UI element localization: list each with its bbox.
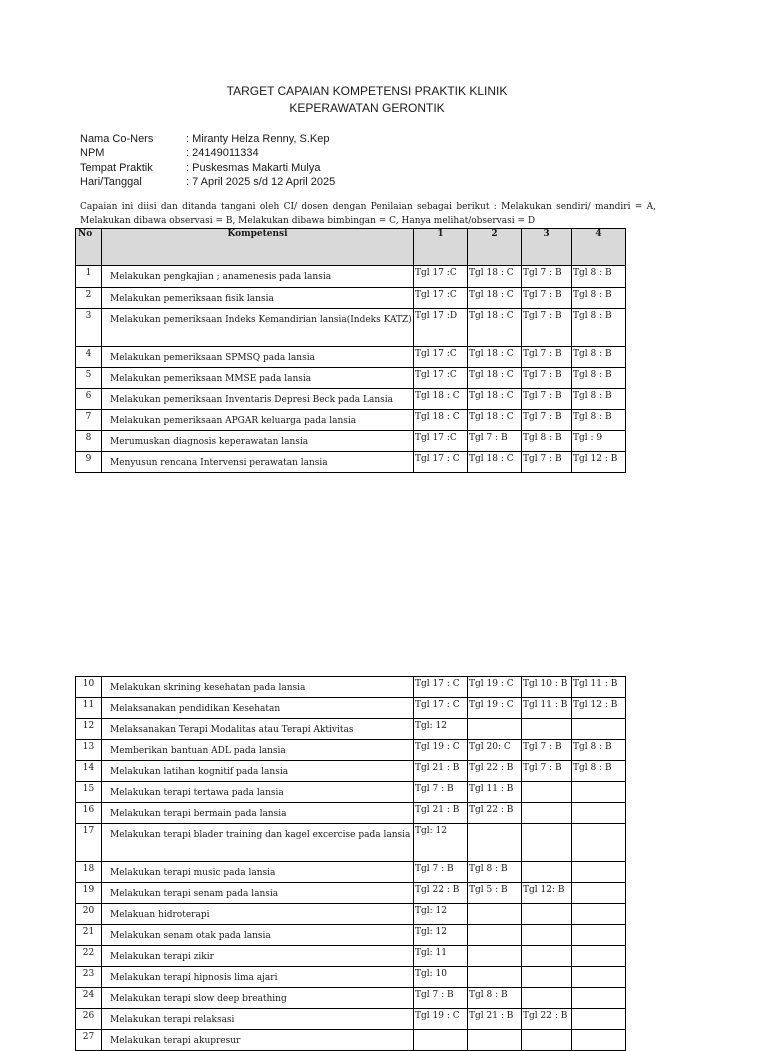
score-col-1: Tgl 17 : C [414, 452, 468, 473]
competency-name: Melakukan terapi music pada lansia [102, 862, 414, 883]
score-col-2: Tgl 22 : B [468, 803, 522, 824]
table-row [76, 883, 626, 904]
score-col-4 [572, 904, 626, 925]
info-row-tempat [80, 161, 335, 175]
row-number: 9 [76, 452, 102, 473]
score-col-1: Tgl 19 : C [414, 740, 468, 761]
score-col-4: Tgl 8 : B [572, 288, 626, 309]
score-col-3: Tgl 7 : B [522, 347, 572, 368]
info-row-npm [80, 146, 335, 160]
table-row [76, 266, 626, 288]
info-row-tanggal [80, 175, 335, 189]
score-col-1: Tgl: 12 [414, 719, 468, 740]
score-col-1: Tgl 17 :C [414, 288, 468, 309]
score-col-3: Tgl 7 : B [522, 288, 572, 309]
score-col-4 [572, 824, 626, 862]
score-col-2: Tgl 8 : B [468, 988, 522, 1009]
score-col-1: Tgl: 12 [414, 904, 468, 925]
competency-name: Melakukan terapi hipnosis lima ajari [102, 967, 414, 988]
competency-name: Melakukan pemeriksaan SPMSQ pada lansia [102, 347, 414, 368]
score-col-3: Tgl 7 : B [522, 266, 572, 288]
row-number: 17 [76, 824, 102, 862]
row-number: 2 [76, 288, 102, 309]
score-col-2: Tgl 20: C [468, 740, 522, 761]
score-col-1: Tgl 19 : C [414, 1009, 468, 1030]
score-col-3: Tgl 7 : B [522, 309, 572, 347]
competency-name: Melakukan terapi slow deep breathing [102, 988, 414, 1009]
header-col-4: 4 [572, 229, 626, 266]
score-col-4 [572, 1009, 626, 1030]
table-row [76, 904, 626, 925]
table-row [76, 1009, 626, 1030]
score-col-4: Tgl 8 : B [572, 368, 626, 389]
table-row [76, 761, 626, 782]
score-col-4: Tgl 11 : B [572, 677, 626, 698]
score-col-3 [522, 988, 572, 1009]
score-col-4 [572, 1030, 626, 1051]
row-number: 4 [76, 347, 102, 368]
info-label: NPM [80, 147, 105, 160]
table-row [76, 925, 626, 946]
row-number: 3 [76, 309, 102, 347]
score-col-1: Tgl 7 : B [414, 782, 468, 803]
score-col-4: Tgl 8 : B [572, 266, 626, 288]
score-col-2: Tgl 5 : B [468, 883, 522, 904]
score-col-2: Tgl 7 : B [468, 431, 522, 452]
score-col-3 [522, 967, 572, 988]
score-col-3: Tgl 11 : B [522, 698, 572, 719]
score-col-3: Tgl 7 : B [522, 452, 572, 473]
score-col-2: Tgl 18 : C [468, 410, 522, 431]
score-col-2: Tgl 11 : B [468, 782, 522, 803]
competency-name: Melaksanakan pendidikan Kesehatan [102, 698, 414, 719]
score-col-4 [572, 803, 626, 824]
score-col-1: Tgl: 11 [414, 946, 468, 967]
score-col-2: Tgl 19 : C [468, 698, 522, 719]
row-number: 6 [76, 389, 102, 410]
table-row [76, 946, 626, 967]
score-col-2 [468, 946, 522, 967]
info-row-nama [80, 132, 335, 146]
table-row [76, 698, 626, 719]
row-number: 10 [76, 677, 102, 698]
competency-name: Melakukan skrining kesehatan pada lansia [102, 677, 414, 698]
score-col-2: Tgl 21 : B [468, 1009, 522, 1030]
score-col-3: Tgl 8 : B [522, 431, 572, 452]
score-col-3: Tgl 7 : B [522, 368, 572, 389]
score-col-2: Tgl 18 : C [468, 266, 522, 288]
score-col-2: Tgl 18 : C [468, 309, 522, 347]
competency-name: Melakukan pemeriksaan fisik lansia [102, 288, 414, 309]
competency-name: Melakukan terapi zikir [102, 946, 414, 967]
competency-name: Merumuskan diagnosis keperawatan lansia [102, 431, 414, 452]
table-row [76, 431, 626, 452]
row-number: 12 [76, 719, 102, 740]
competency-name: Melakukan pemeriksaan MMSE pada lansia [102, 368, 414, 389]
table-row [76, 740, 626, 761]
document-title: TARGET CAPAIAN KOMPETENSI PRAKTIK KLINIK [226, 84, 508, 98]
competency-name: Menyusun rencana Intervensi perawatan lansia [102, 452, 414, 473]
score-col-2: Tgl 18 : C [468, 347, 522, 368]
score-col-1: Tgl 17 :C [414, 368, 468, 389]
row-number: 5 [76, 368, 102, 389]
score-col-3: Tgl 10 : B [522, 677, 572, 698]
score-col-1: Tgl 17 : C [414, 677, 468, 698]
score-col-3: Tgl 12: B [522, 883, 572, 904]
competency-name: Melakukan terapi akupresur [102, 1030, 414, 1051]
header-col-2: 2 [468, 229, 522, 266]
row-number: 24 [76, 988, 102, 1009]
score-col-1: Tgl 18 : C [414, 410, 468, 431]
table-row [76, 309, 626, 347]
table-row [76, 288, 626, 309]
score-col-1: Tgl 22 : B [414, 883, 468, 904]
score-col-4 [572, 782, 626, 803]
row-number: 15 [76, 782, 102, 803]
score-col-4 [572, 719, 626, 740]
score-col-1: Tgl 18 : C [414, 389, 468, 410]
document-subtitle: KEPERAWATAN GERONTIK [289, 101, 445, 115]
row-number: 11 [76, 698, 102, 719]
score-col-1: Tgl 7 : B [414, 988, 468, 1009]
info-value: : 7 April 2025 s/d 12 April 2025 [186, 176, 336, 189]
score-col-4 [572, 988, 626, 1009]
score-col-2 [468, 719, 522, 740]
score-col-3 [522, 782, 572, 803]
score-col-4: Tgl 8 : B [572, 740, 626, 761]
competency-name: Melakukan terapi senam pada lansia [102, 883, 414, 904]
table-row [76, 967, 626, 988]
score-col-2: Tgl 18 : C [468, 368, 522, 389]
table-row [76, 803, 626, 824]
score-col-3: Tgl 7 : B [522, 740, 572, 761]
info-value: : Miranty Helza Renny, S.Kep [186, 133, 330, 145]
competency-name: Melakukan senam otak pada lansia [102, 925, 414, 946]
competency-name: Melakukan terapi tertawa pada lansia [102, 782, 414, 803]
header-no: No [76, 229, 102, 266]
score-col-1: Tgl: 12 [414, 925, 468, 946]
score-col-3: Tgl 22 : B [522, 1009, 572, 1030]
row-number: 14 [76, 761, 102, 782]
row-number: 22 [76, 946, 102, 967]
score-col-3 [522, 946, 572, 967]
score-col-4 [572, 925, 626, 946]
competency-table-2 [75, 676, 626, 1051]
competency-name: Melakukan terapi bermain pada lansia [102, 803, 414, 824]
competency-name: Memberikan bantuan ADL pada lansia [102, 740, 414, 761]
score-col-4: Tgl 12 : B [572, 698, 626, 719]
score-col-2: Tgl 8 : B [468, 862, 522, 883]
competency-table-1 [75, 228, 626, 473]
score-col-4: Tgl 8 : B [572, 410, 626, 431]
row-number: 27 [76, 1030, 102, 1051]
row-number: 13 [76, 740, 102, 761]
row-number: 7 [76, 410, 102, 431]
competency-name: Melakukan latihan kognitif pada lansia [102, 761, 414, 782]
row-number: 1 [76, 266, 102, 288]
table-row [76, 782, 626, 803]
score-col-1: Tgl 17 :D [414, 309, 468, 347]
competency-name: Melakukan pemeriksaan Inventaris Depresi Beck pada Lansia [102, 389, 414, 410]
score-col-3 [522, 1030, 572, 1051]
competency-name: Melakukan pemeriksaan Indeks Kemandirian lansia(Indeks KATZ) [102, 309, 414, 347]
score-col-3 [522, 824, 572, 862]
info-label: Tempat Praktik [80, 161, 153, 174]
score-col-2: Tgl 18 : C [468, 288, 522, 309]
table-row [76, 410, 626, 431]
score-col-3 [522, 904, 572, 925]
row-number: 26 [76, 1009, 102, 1030]
score-col-1: Tgl: 10 [414, 967, 468, 988]
table-row [76, 719, 626, 740]
score-col-2: Tgl 19 : C [468, 677, 522, 698]
row-number: 18 [76, 862, 102, 883]
table-row [76, 368, 626, 389]
score-col-4: Tgl 8 : B [572, 761, 626, 782]
score-col-4 [572, 946, 626, 967]
info-value: : Puskesmas Makarti Mulya [186, 161, 321, 174]
score-col-4: Tgl 8 : B [572, 309, 626, 347]
row-number: 19 [76, 883, 102, 904]
table-row [76, 824, 626, 862]
score-col-4: Tgl : 9 [572, 431, 626, 452]
table-header-row [76, 229, 626, 266]
score-col-2: Tgl 18 : C [468, 389, 522, 410]
score-col-1: Tgl: 12 [414, 824, 468, 862]
score-col-1: Tgl 17 :C [414, 347, 468, 368]
identity-info [80, 132, 335, 190]
score-col-1: Tgl 21 : B [414, 803, 468, 824]
score-col-2 [468, 824, 522, 862]
score-col-4: Tgl 12 : B [572, 452, 626, 473]
header-col-3: 3 [522, 229, 572, 266]
info-label: Nama Co-Ners [80, 133, 154, 145]
score-col-4 [572, 967, 626, 988]
info-label: Hari/Tanggal [80, 176, 142, 189]
assessment-note: Capaian ini diisi dan ditanda tangani oleh CI/ dosen dengan Penilaian sebagai berikut : Melakukan sendiri/ mandiri = A, Melakukan dibawa observasi = B, Melakukan dibawa bimbingan = C, Hanya melihat/observasi = D [80, 202, 656, 226]
row-number: 16 [76, 803, 102, 824]
score-col-1: Tgl 17 : C [414, 698, 468, 719]
table-row [76, 452, 626, 473]
score-col-3 [522, 719, 572, 740]
score-col-3: Tgl 7 : B [522, 410, 572, 431]
score-col-3 [522, 803, 572, 824]
competency-name: Melakukan pemeriksaan APGAR keluarga pada lansia [102, 410, 414, 431]
info-value: : 24149011334 [186, 147, 259, 160]
table-row [76, 988, 626, 1009]
score-col-1: Tgl 17 :C [414, 266, 468, 288]
score-col-2 [468, 1030, 522, 1051]
score-col-4: Tgl 8 : B [572, 347, 626, 368]
competency-name: Melakukan terapi relaksasi [102, 1009, 414, 1030]
score-col-2 [468, 904, 522, 925]
score-col-3 [522, 862, 572, 883]
table-row [76, 862, 626, 883]
table-row [76, 677, 626, 698]
score-col-2 [468, 925, 522, 946]
row-number: 23 [76, 967, 102, 988]
row-number: 20 [76, 904, 102, 925]
competency-name: Melakukan terapi blader training dan kagel excercise pada lansia [102, 824, 414, 862]
score-col-4: Tgl 8 : B [572, 389, 626, 410]
table-row [76, 389, 626, 410]
score-col-4 [572, 883, 626, 904]
score-col-3: Tgl 7 : B [522, 761, 572, 782]
table-row [76, 1030, 626, 1051]
score-col-2: Tgl 18 : C [468, 452, 522, 473]
header-kompetensi: Kompetensi [102, 229, 414, 266]
row-number: 21 [76, 925, 102, 946]
competency-name: Melakuan hidroterapi [102, 904, 414, 925]
score-col-3 [522, 925, 572, 946]
competency-name: Melaksanakan Terapi Modalitas atau Terapi Aktivitas [102, 719, 414, 740]
score-col-4 [572, 862, 626, 883]
competency-name: Melakukan pengkajian ; anamenesis pada lansia [102, 266, 414, 288]
table-row [76, 347, 626, 368]
score-col-3: Tgl 7 : B [522, 389, 572, 410]
score-col-2: Tgl 22 : B [468, 761, 522, 782]
score-col-1 [414, 1030, 468, 1051]
score-col-2 [468, 967, 522, 988]
score-col-1: Tgl 17 :C [414, 431, 468, 452]
header-col-1: 1 [414, 229, 468, 266]
score-col-1: Tgl 7 : B [414, 862, 468, 883]
score-col-1: Tgl 21 : B [414, 761, 468, 782]
row-number: 8 [76, 431, 102, 452]
